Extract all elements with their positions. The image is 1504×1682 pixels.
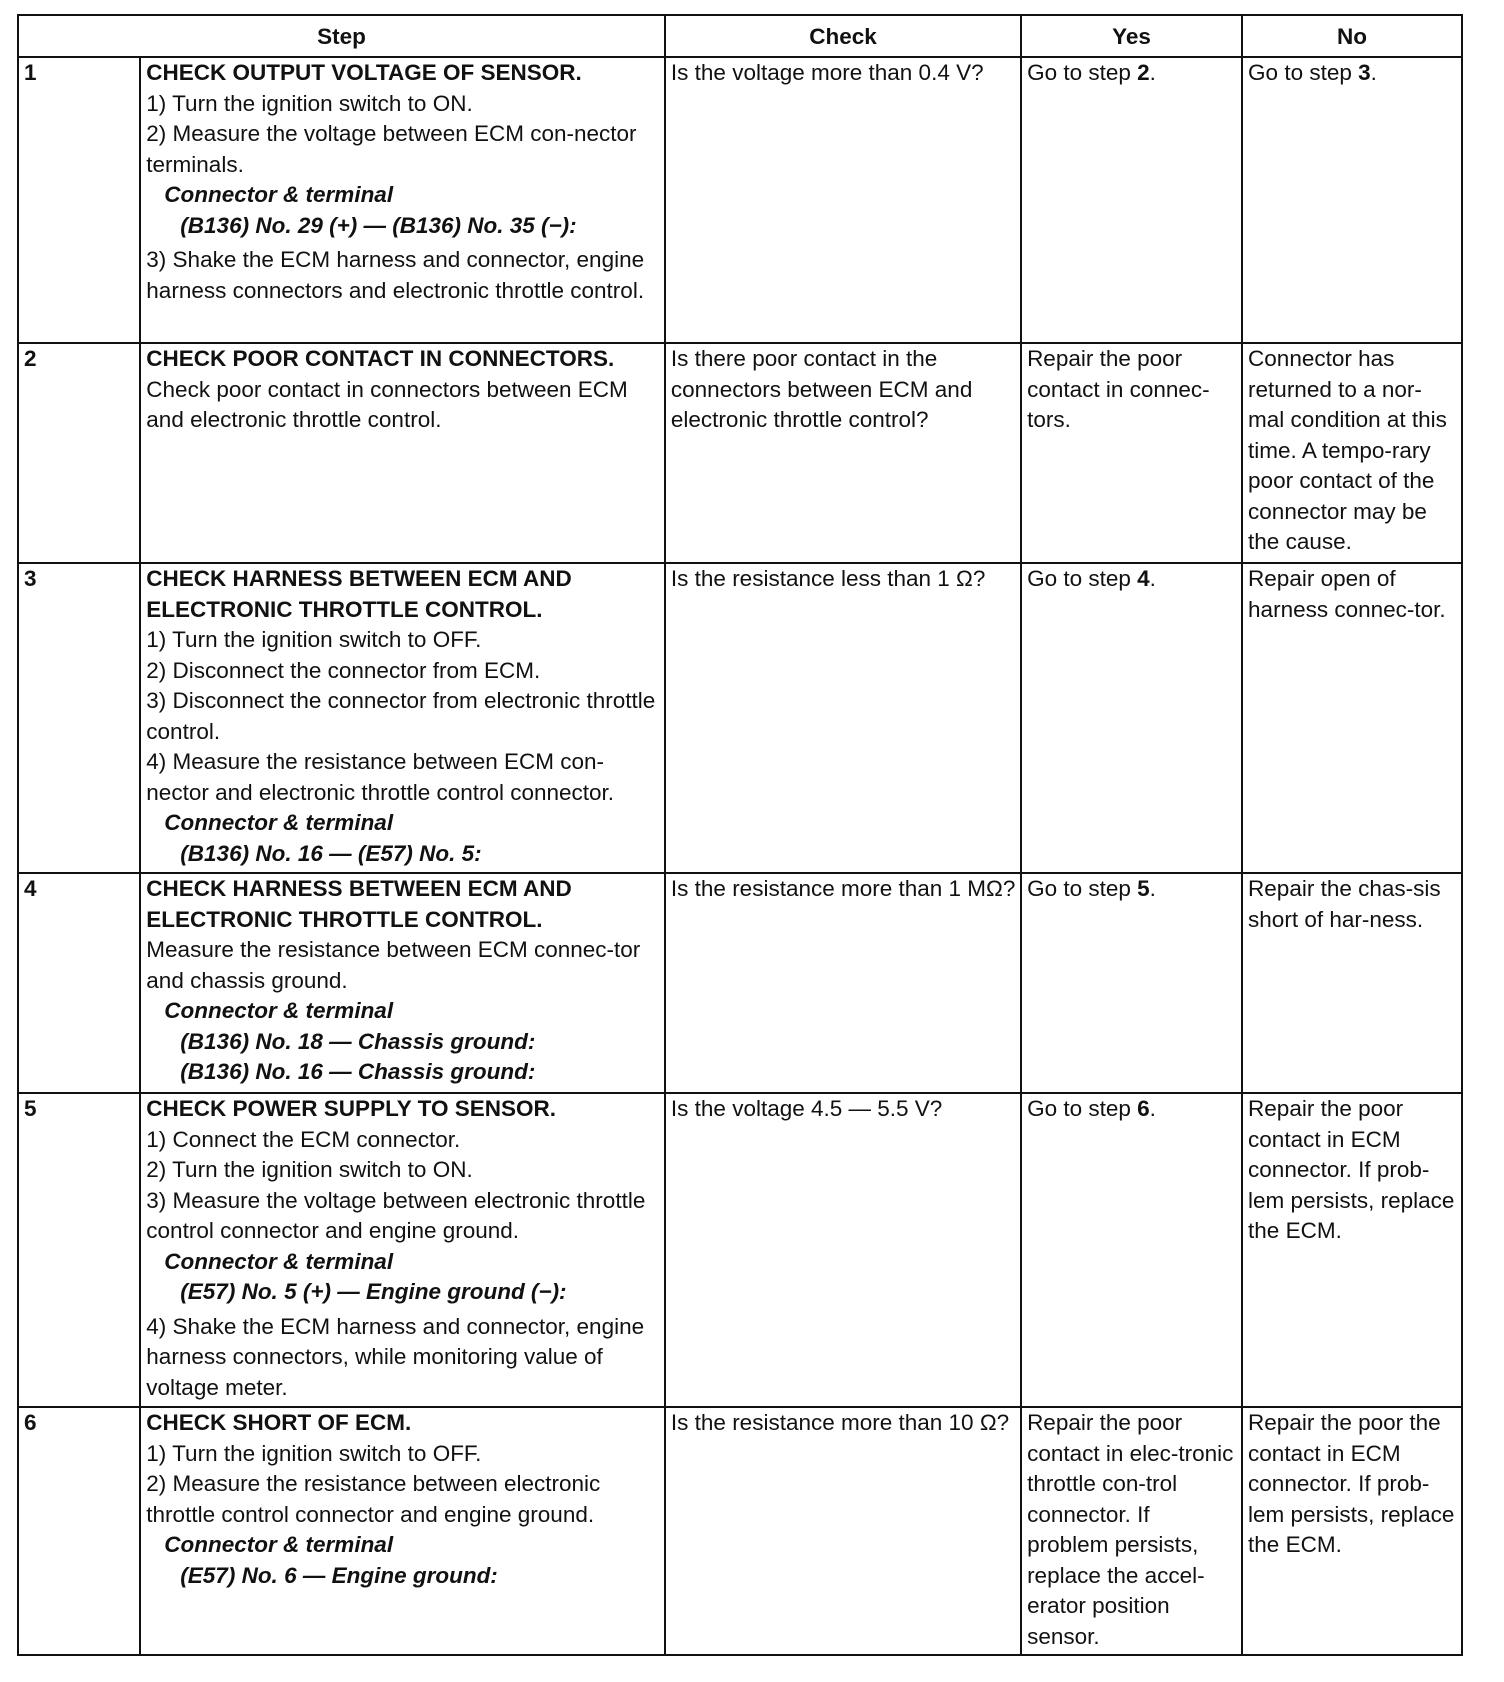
yes-suffix: .: [1149, 876, 1156, 901]
no-action: Repair the poor the contact in ECM connector. If prob-lem persists, replace the ECM.: [1242, 1407, 1462, 1655]
step-number: 3: [18, 563, 140, 873]
no-step-ref: 3: [1358, 60, 1371, 85]
yes-suffix: .: [1149, 60, 1156, 85]
yes-action: [1021, 873, 1242, 1093]
no-action: Repair open of harness connec-tor.: [1242, 563, 1462, 873]
step-line: 2) Disconnect the connector from ECM.: [146, 657, 541, 683]
step-line: Check poor contact in connectors between ECM and electronic throttle control.: [146, 376, 628, 432]
yes-text: Go to step: [1027, 876, 1138, 901]
header-check: Check: [665, 15, 1021, 57]
connector-terminal-label: Connector & terminal: [164, 1532, 394, 1557]
yes-action: [1021, 563, 1242, 873]
connector-terminal-value: (E57) No. 6 — Engine ground:: [180, 1562, 498, 1588]
step-title: CHECK OUTPUT VOLTAGE OF SENSOR.: [146, 60, 582, 85]
check-question: Is the voltage more than 0.4 V?: [665, 57, 1021, 343]
step-title: CHECK HARNESS BETWEEN ECM AND ELECTRONIC THROTTLE CONTROL.: [146, 876, 572, 932]
step-number: 4: [18, 873, 140, 1093]
check-question: Is the voltage 4.5 — 5.5 V?: [665, 1093, 1021, 1407]
step-description: [140, 873, 665, 1093]
step-description: [140, 1407, 665, 1655]
step-line: 3) Measure the voltage between electronic throttle control connector and engine ground.: [146, 1187, 646, 1243]
step-title: CHECK POOR CONTACT IN CONNECTORS.: [146, 346, 615, 371]
connector-terminal-label: Connector & terminal: [164, 810, 394, 835]
header-step: Step: [18, 15, 665, 57]
yes-text: Go to step: [1027, 566, 1138, 591]
yes-text: Go to step: [1027, 1096, 1138, 1121]
step-description: [140, 343, 665, 563]
table-header-row: [18, 15, 1462, 57]
diagnostic-table: [17, 14, 1463, 1656]
connector-terminal-value: (B136) No. 16 — (E57) No. 5:: [180, 840, 482, 866]
step-line: 2) Measure the voltage between ECM con-nector terminals.: [146, 121, 637, 177]
connector-terminal-value: (E57) No. 5 (+) — Engine ground (−):: [180, 1279, 567, 1304]
step-title: CHECK POWER SUPPLY TO SENSOR.: [146, 1096, 556, 1121]
yes-action: [1021, 57, 1242, 343]
step-line: 4) Shake the ECM harness and connector, engine harness connectors, while monitoring value of voltage meter.: [146, 1313, 645, 1400]
no-action: [1242, 57, 1462, 343]
step-number: 5: [18, 1093, 140, 1407]
check-question: Is the resistance more than 1 MΩ?: [665, 873, 1021, 1093]
step-description: [140, 57, 665, 343]
step-line: 1) Turn the ignition switch to OFF.: [146, 1440, 482, 1466]
yes-step-ref: 5: [1137, 876, 1150, 901]
step-number: 6: [18, 1407, 140, 1655]
no-action: Connector has returned to a nor-mal condition at this time. A tempo-rary poor contact of the connector may be the cause.: [1242, 343, 1462, 563]
step-title: CHECK HARNESS BETWEEN ECM AND ELECTRONIC THROTTLE CONTROL.: [146, 566, 572, 622]
yes-action: Repair the poor contact in connec-tors.: [1021, 343, 1242, 563]
step-line: 2) Turn the ignition switch to ON.: [146, 1157, 473, 1182]
yes-step-ref: 4: [1137, 566, 1150, 591]
header-yes: Yes: [1021, 15, 1242, 57]
table-row: [18, 1407, 1462, 1655]
yes-action: [1021, 1093, 1242, 1407]
no-action: Repair the chas-sis short of har-ness.: [1242, 873, 1462, 1093]
step-line: 3) Disconnect the connector from electronic throttle control.: [146, 688, 656, 744]
connector-terminal-value: (B136) No. 18 — Chassis ground:: [180, 1028, 536, 1054]
yes-step-ref: 6: [1137, 1096, 1150, 1121]
connector-terminal-label: Connector & terminal: [164, 182, 394, 207]
table-row: [18, 873, 1462, 1093]
check-question: Is the resistance more than 10 Ω?: [665, 1407, 1021, 1655]
step-line: 3) Shake the ECM harness and connector, engine harness connectors and electronic throttle control.: [146, 247, 645, 303]
step-line: 1) Connect the ECM connector.: [146, 1126, 461, 1152]
connector-terminal-label: Connector & terminal: [164, 1248, 394, 1274]
step-description: [140, 1093, 665, 1407]
check-question: Is there poor contact in the connectors between ECM and electronic throttle control?: [665, 343, 1021, 563]
connector-terminal-value: (B136) No. 16 — Chassis ground:: [180, 1059, 536, 1084]
header-no: No: [1242, 15, 1462, 57]
step-number: 2: [18, 343, 140, 563]
step-line: Measure the resistance between ECM connec-tor and chassis ground.: [146, 937, 641, 993]
step-number: 1: [18, 57, 140, 343]
connector-terminal-label: Connector & terminal: [164, 998, 394, 1023]
no-text: Go to step: [1248, 60, 1359, 85]
step-line: 4) Measure the resistance between ECM con-nector and electronic throttle control connector.: [146, 749, 615, 805]
yes-suffix: .: [1149, 566, 1156, 591]
yes-step-ref: 2: [1137, 60, 1150, 85]
table-row: [18, 563, 1462, 873]
no-suffix: .: [1370, 60, 1377, 85]
table-row: [18, 343, 1462, 563]
step-line: 2) Measure the resistance between electronic throttle control connector and engine ground.: [146, 1471, 601, 1527]
step-title: CHECK SHORT OF ECM.: [146, 1410, 412, 1435]
step-line: 1) Turn the ignition switch to ON.: [146, 90, 473, 116]
yes-action: Repair the poor contact in elec-tronic throttle con-trol connector. If problem persists, replace the accel-erator position sensor.: [1021, 1407, 1242, 1655]
no-action: Repair the poor contact in ECM connector. If prob-lem persists, replace the ECM.: [1242, 1093, 1462, 1407]
yes-suffix: .: [1149, 1096, 1156, 1121]
check-question: Is the resistance less than 1 Ω?: [665, 563, 1021, 873]
table-row: [18, 57, 1462, 343]
step-description: [140, 563, 665, 873]
yes-text: Go to step: [1027, 60, 1138, 85]
connector-terminal-value: (B136) No. 29 (+) — (B136) No. 35 (−):: [180, 212, 577, 238]
table-row: [18, 1093, 1462, 1407]
step-line: 1) Turn the ignition switch to OFF.: [146, 627, 482, 652]
